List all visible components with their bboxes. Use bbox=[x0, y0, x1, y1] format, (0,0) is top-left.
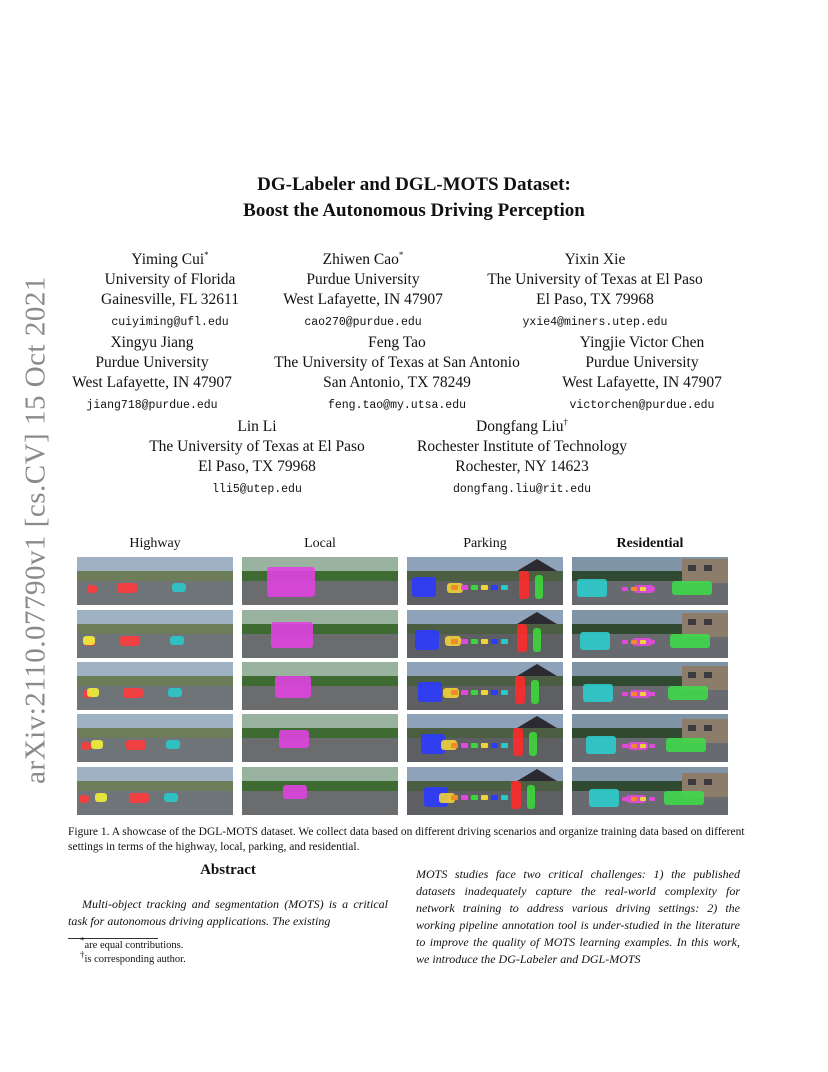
author-5 bbox=[274, 333, 520, 419]
abstract-heading: Abstract bbox=[200, 862, 256, 878]
footnote-corr-mark: † bbox=[80, 949, 85, 960]
footnote-equal bbox=[80, 935, 184, 953]
author-name: Feng Tao bbox=[368, 334, 426, 351]
author-name: Lin Li bbox=[237, 418, 277, 435]
figure-frame-parking-4 bbox=[407, 714, 563, 762]
author-affiliation: Purdue University bbox=[585, 354, 699, 371]
figure-frame-local-2 bbox=[242, 610, 398, 658]
author-affiliation: The University of Texas at El Paso bbox=[149, 438, 365, 455]
arxiv-stamp-text: arXiv:2110.07790v1 [cs.CV] 15 Oct 2021 bbox=[19, 276, 52, 784]
author-7 bbox=[149, 417, 365, 503]
figure-frame-highway-5 bbox=[77, 767, 233, 815]
author-address: El Paso, TX 79968 bbox=[198, 458, 316, 475]
figure-frame-residential-5 bbox=[572, 767, 728, 815]
arxiv-stamp bbox=[6, 276, 66, 784]
figure-frame-residential-1 bbox=[572, 557, 728, 605]
author-address: West Lafayette, IN 47907 bbox=[283, 291, 443, 308]
author-6 bbox=[562, 333, 722, 419]
author-address: San Antonio, TX 78249 bbox=[323, 374, 471, 391]
author-affiliation: The University of Texas at San Antonio bbox=[274, 354, 520, 371]
author-address: West Lafayette, IN 47907 bbox=[562, 374, 722, 391]
title-line-1: DG-Labeler and DGL-MOTS Dataset: bbox=[257, 174, 571, 195]
author-email[interactable]: yxie4@miners.utep.edu bbox=[522, 316, 668, 329]
author-affiliation: Purdue University bbox=[95, 354, 209, 371]
figure-frame-parking-2 bbox=[407, 610, 563, 658]
author-email[interactable]: dongfang.liu@rit.edu bbox=[452, 483, 592, 496]
figure-frame-local-5 bbox=[242, 767, 398, 815]
author-8 bbox=[417, 417, 627, 503]
figure-frame-highway-2 bbox=[77, 610, 233, 658]
figure-label-highway: Highway bbox=[129, 536, 181, 551]
figure-caption: Figure 1. A showcase of the DGL-MOTS dataset. We collect data based on different driving scenarios and organize training data based on different settings in terms of the highway, local, parking, and residential. bbox=[68, 826, 745, 853]
author-name: Yingjie Victor Chen bbox=[579, 334, 705, 351]
author-name: Dongfang Liu† bbox=[476, 416, 568, 435]
author-name: Yiming Cui* bbox=[131, 249, 209, 268]
author-email[interactable]: lli5@utep.edu bbox=[212, 483, 302, 496]
author-email[interactable]: cuiyiming@ufl.edu bbox=[111, 316, 229, 329]
author-email[interactable]: jiang718@purdue.edu bbox=[86, 399, 218, 412]
author-affiliation: The University of Texas at El Paso bbox=[487, 271, 703, 288]
author-affiliation: Rochester Institute of Technology bbox=[417, 438, 627, 455]
author-name: Yixin Xie bbox=[564, 251, 626, 268]
author-name: Xingyu Jiang bbox=[110, 334, 194, 351]
figure-label-residential: Residential bbox=[616, 536, 684, 551]
figure-label-local: Local bbox=[304, 536, 336, 551]
figure-frame-parking-5 bbox=[407, 767, 563, 815]
abstract-right-text: MOTS studies face two critical challenges: 1) the published datasets inadequately capture the real-world complexity for network training to address various driving settings: 2) the working pipeline annotation tool is under-studied in the literature to improve the quality of MOTS learning examples. In this work, we introduce the DG-Labeler and DGL-MOTS bbox=[416, 867, 740, 966]
figure-frame-residential-3 bbox=[572, 662, 728, 710]
footnote-corr-text: is corresponding author. bbox=[84, 954, 186, 965]
figure-frame-highway-3 bbox=[77, 662, 233, 710]
author-3 bbox=[487, 250, 703, 336]
figure-frame-local-1 bbox=[242, 557, 398, 605]
figure-frame-highway-4 bbox=[77, 714, 233, 762]
footnote-equal-mark: * bbox=[80, 935, 85, 946]
author-affiliation: University of Florida bbox=[104, 271, 236, 288]
figure-frame-parking-3 bbox=[407, 662, 563, 710]
figure-frame-local-3 bbox=[242, 662, 398, 710]
author-email[interactable]: cao270@purdue.edu bbox=[304, 316, 422, 329]
footnote-equal-text: are equal contributions. bbox=[84, 940, 184, 951]
author-email[interactable]: feng.tao@my.utsa.edu bbox=[327, 399, 467, 412]
figure-frame-residential-4 bbox=[572, 714, 728, 762]
author-2 bbox=[283, 250, 443, 336]
author-4 bbox=[72, 333, 232, 419]
abstract-left-text: Multi-object tracking and segmentation (MOTS) is a critical task for autonomous driving applications. The existing bbox=[68, 897, 388, 928]
author-1 bbox=[101, 250, 239, 336]
figure-frame-residential-2 bbox=[572, 610, 728, 658]
author-address: Gainesville, FL 32611 bbox=[101, 291, 239, 308]
author-affiliation: Purdue University bbox=[306, 271, 420, 288]
paper-title bbox=[0, 172, 828, 224]
author-name: Zhiwen Cao* bbox=[322, 249, 404, 268]
figure-label-parking: Parking bbox=[463, 536, 507, 551]
author-address: El Paso, TX 79968 bbox=[536, 291, 654, 308]
figure-frame-highway-1 bbox=[77, 557, 233, 605]
figure-frame-local-4 bbox=[242, 714, 398, 762]
author-address: West Lafayette, IN 47907 bbox=[72, 374, 232, 391]
author-email[interactable]: victorchen@purdue.edu bbox=[569, 399, 715, 412]
footnote-corresponding bbox=[80, 949, 186, 967]
figure-frame-parking-1 bbox=[407, 557, 563, 605]
author-address: Rochester, NY 14623 bbox=[455, 458, 589, 475]
title-line-2: Boost the Autonomous Driving Perception bbox=[243, 200, 585, 221]
